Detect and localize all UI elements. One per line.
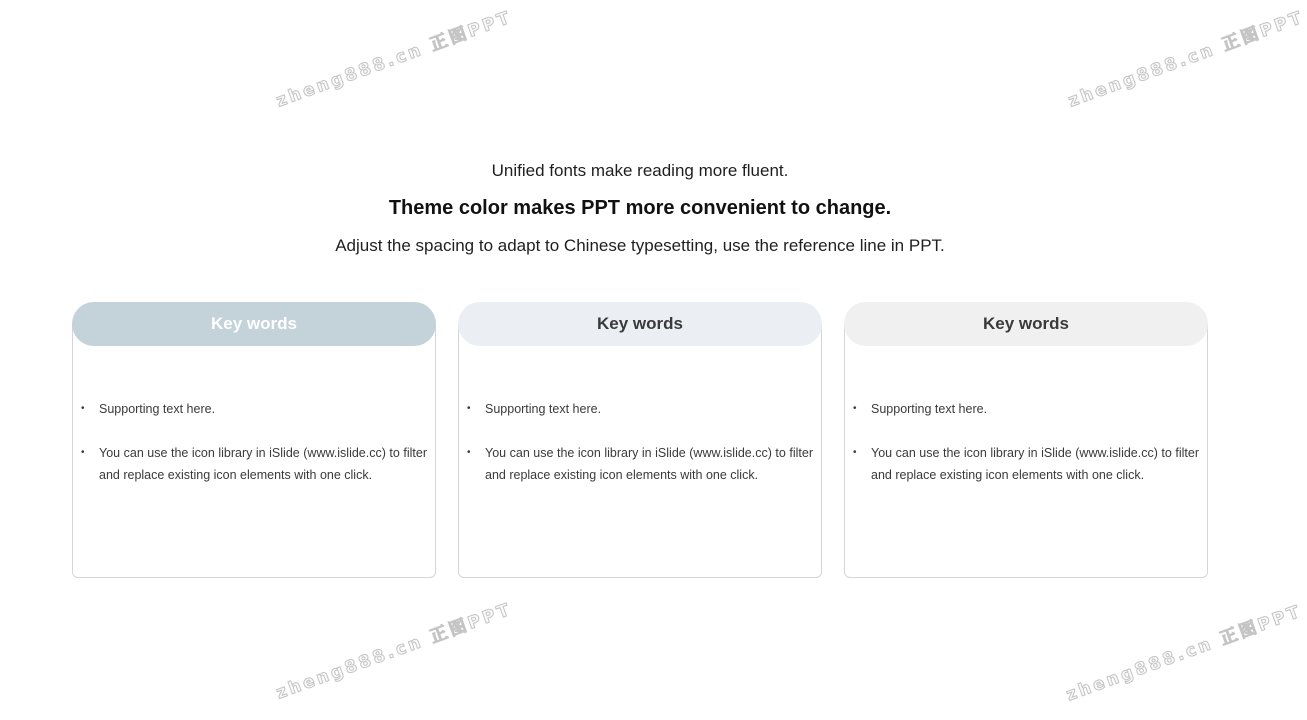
list-item <box>467 442 813 486</box>
card-body <box>458 324 822 578</box>
card-body <box>72 324 436 578</box>
keyword-card <box>844 302 1208 578</box>
card-title: Key words <box>597 314 683 333</box>
keyword-card <box>72 302 436 578</box>
bullet-text: Supporting text here. <box>99 402 216 416</box>
list-item <box>81 398 427 420</box>
watermark: zheng888.cn 正图PPT <box>273 599 515 704</box>
bullet-text: You can use the icon library in iSlide (www.islide.cc) to filter and replace existing icon elements with one click. <box>99 446 427 482</box>
card-title-pill <box>72 302 436 346</box>
subtitle-bottom: Adjust the spacing to adapt to Chinese typesetting, use the reference line in PPT. <box>335 236 945 255</box>
page-title: Theme color makes PPT more convenient to change. <box>388 197 892 219</box>
card-title-pill <box>458 302 822 346</box>
bullet-list <box>81 398 427 508</box>
bullet-icon: • <box>81 403 85 414</box>
bullet-icon: • <box>81 447 85 458</box>
bullet-icon: • <box>467 447 471 458</box>
bullet-icon: • <box>467 403 471 414</box>
bullet-icon: • <box>853 447 857 458</box>
list-item <box>467 398 813 420</box>
bullet-icon: • <box>853 403 857 414</box>
watermark: zheng888.cn 正图PPT <box>1063 601 1305 706</box>
bullet-text: Supporting text here. <box>871 402 988 416</box>
card-title: Key words <box>983 314 1069 333</box>
card-title: Key words <box>211 314 297 333</box>
subtitle-top: Unified fonts make reading more fluent. <box>491 161 789 180</box>
keyword-card <box>458 302 822 578</box>
list-item <box>81 442 427 486</box>
watermark: zheng888.cn 正图PPT <box>1065 7 1307 112</box>
list-item <box>853 442 1199 486</box>
bullet-list <box>853 398 1199 508</box>
card-title-pill <box>844 302 1208 346</box>
bullet-text: You can use the icon library in iSlide (www.islide.cc) to filter and replace existing icon elements with one click. <box>485 446 813 482</box>
watermark: zheng888.cn 正图PPT <box>273 7 515 112</box>
bullet-text: Supporting text here. <box>485 402 602 416</box>
list-item <box>853 398 1199 420</box>
bullet-list <box>467 398 813 508</box>
bullet-text: You can use the icon library in iSlide (www.islide.cc) to filter and replace existing icon elements with one click. <box>871 446 1199 482</box>
card-body <box>844 324 1208 578</box>
